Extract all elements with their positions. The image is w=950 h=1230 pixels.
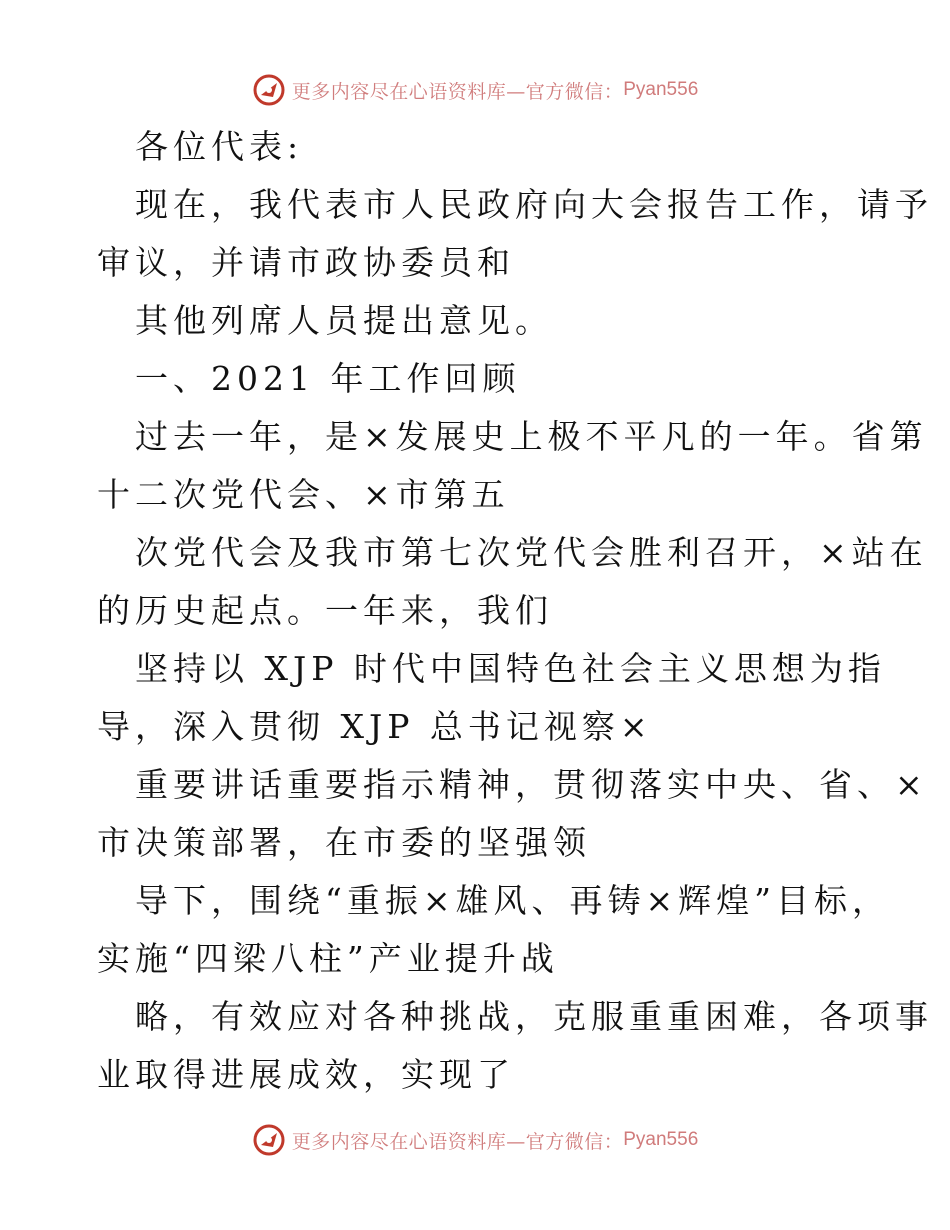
paragraph-line: 各位代表:: [135, 127, 304, 166]
watermark-text: 更多内容尽在心语资料库—官方微信：: [291, 80, 624, 103]
paragraph-line: 十二次党代会、×市第五: [97, 475, 510, 514]
paragraph-line: 现在，我代表市人民政府向大会报告工作，请予: [135, 185, 933, 224]
paragraph-line: 坚持以 XJP 时代中国特色社会主义思想为指: [135, 649, 886, 688]
paragraph-line: 审议，并请市政协委员和: [97, 243, 515, 282]
watermark-wechat-id: Pyan556: [623, 79, 699, 100]
section-heading: 一、2021 年工作回顾: [135, 359, 521, 398]
paragraph-line: 次党代会及我市第七次党代会胜利召开，×站在: [135, 533, 928, 572]
logo-icon: [252, 1123, 286, 1157]
paragraph-line: 的历史起点。一年来，我们: [97, 591, 553, 630]
watermark-footer: [0, 1120, 950, 1160]
paragraph-line: 业取得进展成效，实现了: [97, 1055, 515, 1094]
paragraph-line: 市决策部署，在市委的坚强领: [97, 823, 591, 862]
paragraph-line: 实施“四梁八柱”产业提升战: [97, 939, 559, 978]
logo-icon: [252, 73, 286, 107]
paragraph-line: 导，深入贯彻 XJP 总书记视察×: [97, 707, 653, 746]
watermark-wechat-id: Pyan556: [623, 1129, 699, 1150]
document-body: [97, 118, 933, 1104]
paragraph-line: 其他列席人员提出意见。: [135, 301, 553, 340]
paragraph-line: 重要讲话重要指示精神，贯彻落实中央、省、×: [135, 765, 928, 804]
watermark-text: 更多内容尽在心语资料库—官方微信：: [291, 1130, 624, 1153]
paragraph-line: 导下，围绕“重振×雄风、再铸×辉煌”目标，: [135, 881, 891, 920]
watermark-header: [0, 70, 950, 110]
paragraph-line: 略，有效应对各种挑战，克服重重困难，各项事: [135, 997, 933, 1036]
paragraph-line: 过去一年，是×发展史上极不平凡的一年。省第: [135, 417, 928, 456]
